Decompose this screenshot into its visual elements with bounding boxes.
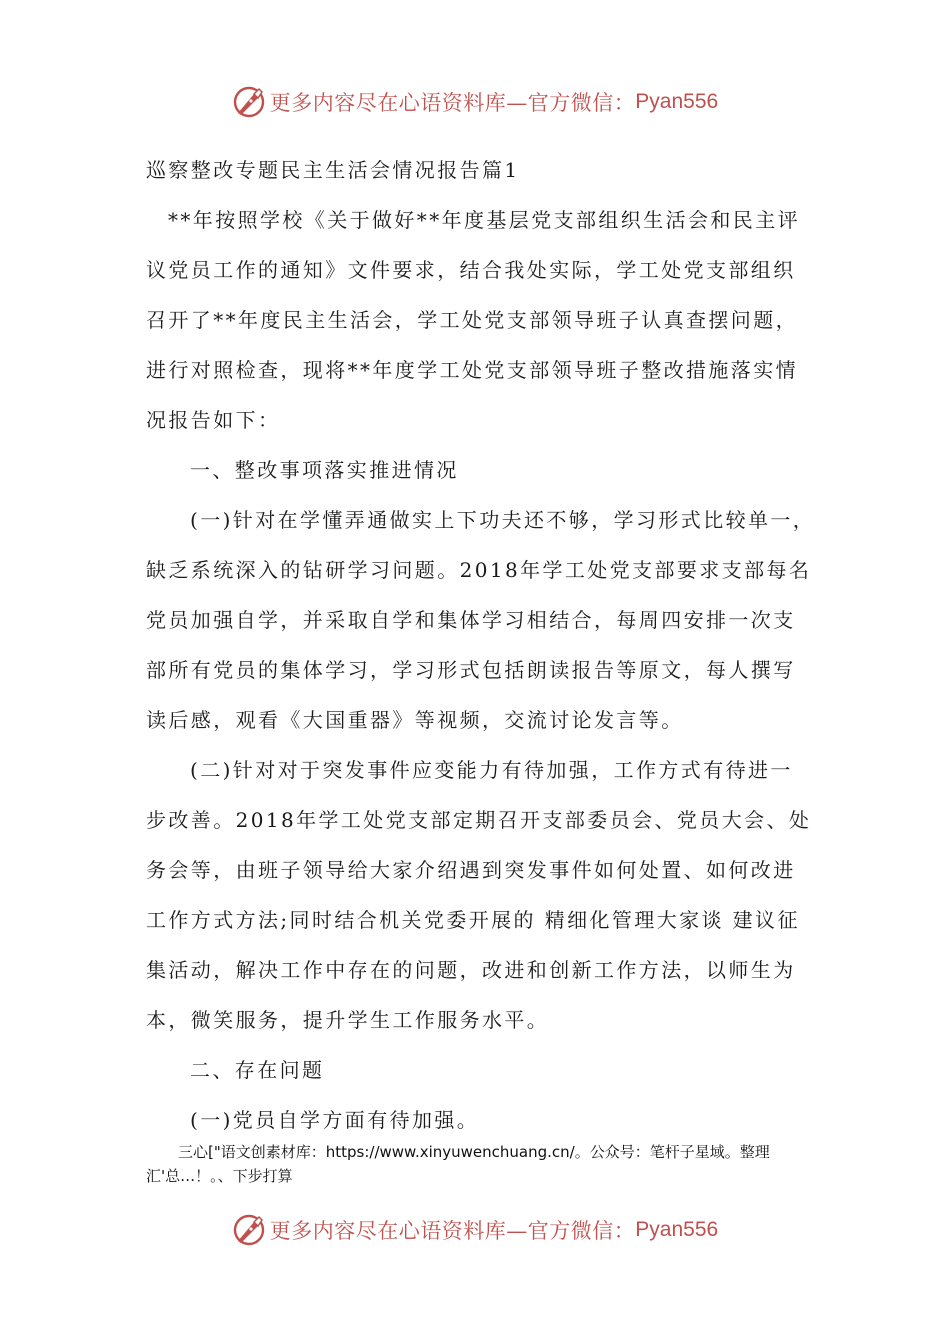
body-line: 召开了**年度民主生活会，学工处党支部领导班子认真查摆问题，	[146, 308, 798, 332]
body-line: 进行对照检查，现将**年度学工处党支部领导班子整改措施落实情	[146, 358, 798, 382]
body-line: 读后感，观看《大国重器》等视频，交流讨论发言等。	[146, 708, 684, 732]
footnote-line: 三心["语文创素材库：https://www.xinyuwenchuang.cn/。公众号：笔杆子星域。整理	[178, 1143, 770, 1161]
banner-wechat-id: Pyan556	[635, 90, 719, 113]
pen-nib-logo-icon	[232, 1213, 266, 1247]
body-line: 部所有党员的集体学习，学习形式包括朗读报告等原文，每人撰写	[146, 658, 796, 682]
body-line: **年按照学校《关于做好**年度基层党支部组织生活会和民主评	[168, 208, 800, 232]
banner-text: 更多内容尽在心语资料库—官方微信：	[269, 1219, 636, 1243]
section-heading: 一、整改事项落实推进情况	[190, 458, 459, 482]
body-line: 步改善。2018年学工处党支部定期召开支部委员会、党员大会、处	[146, 808, 812, 832]
body-line: (二)针对对于突发事件应变能力有待加强，工作方式有待进一	[190, 758, 793, 782]
source-footnote	[146, 1140, 826, 1188]
pen-nib-logo-icon	[232, 85, 266, 119]
banner-text: 更多内容尽在心语资料库—官方微信：	[269, 91, 636, 115]
body-line: 集活动，解决工作中存在的问题，改进和创新工作方法，以师生为	[146, 958, 796, 982]
header-banner	[0, 82, 950, 122]
body-line: (一)党员自学方面有待加强。	[190, 1108, 480, 1132]
body-line: 工作方式方法;同时结合机关党委开展的 精细化管理大家谈 建议征	[146, 908, 800, 932]
footnote-line: 汇'总…！。、下步打算	[146, 1167, 293, 1185]
body-line: 本，微笑服务，提升学生工作服务水平。	[146, 1008, 550, 1032]
body-line: 况报告如下：	[146, 408, 281, 432]
document-title: 巡察整改专题民主生活会情况报告篇1	[146, 158, 520, 182]
section-heading: 二、存在问题	[190, 1058, 325, 1082]
body-line: 缺乏系统深入的钻研学习问题。2018年学工处党支部要求支部每名	[146, 558, 812, 582]
body-line: 党员加强自学，并采取自学和集体学习相结合，每周四安排一次支	[146, 608, 796, 632]
footer-banner	[0, 1210, 950, 1250]
body-line: (一)针对在学懂弄通做实上下功夫还不够，学习形式比较单一，	[190, 508, 816, 532]
banner-wechat-id: Pyan556	[635, 1218, 719, 1241]
body-line: 务会等，由班子领导给大家介绍遇到突发事件如何处置、如何改进	[146, 858, 796, 882]
body-line: 议党员工作的通知》文件要求，结合我处实际，学工处党支部组织	[146, 258, 796, 282]
